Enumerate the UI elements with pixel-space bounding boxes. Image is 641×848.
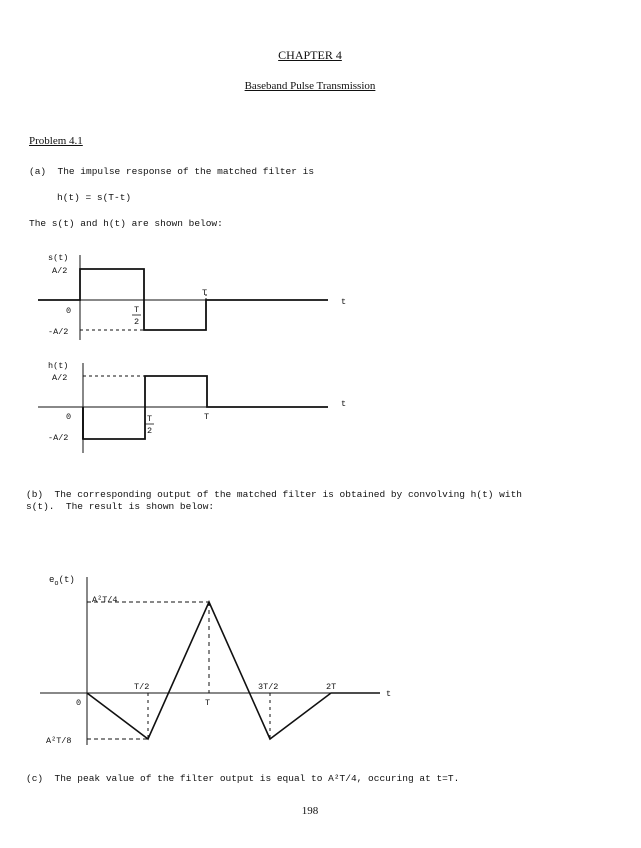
s-half-num: T bbox=[134, 305, 140, 315]
s-origin: 0 bbox=[66, 306, 72, 316]
shown-below-text: The s(t) and h(t) are shown below: bbox=[29, 218, 223, 229]
out-axis-label: t bbox=[386, 689, 392, 699]
equation: h(t) = s(T-t) bbox=[57, 192, 132, 203]
s-pos-level: A/2 bbox=[52, 266, 68, 276]
page-number: 198 bbox=[301, 805, 319, 817]
chapter-heading: CHAPTER 4 bbox=[278, 48, 342, 62]
s-half-den: 2 bbox=[134, 317, 140, 327]
out-peak-label: A²T/4 bbox=[92, 595, 118, 605]
signal-s-graph bbox=[0, 245, 400, 345]
h-ylabel: h(t) bbox=[48, 361, 69, 371]
s-axis-label: t bbox=[341, 297, 347, 307]
out-waveform bbox=[87, 602, 380, 739]
h-origin: 0 bbox=[66, 412, 72, 422]
out-origin: 0 bbox=[76, 698, 82, 708]
h-neg-level: -A/2 bbox=[48, 433, 69, 443]
out-min-label: A²T/8 bbox=[46, 736, 72, 746]
out-xlabel-2t: 2T bbox=[326, 682, 337, 692]
h-half-num: T bbox=[147, 414, 153, 424]
problem-label: Problem 4.1 bbox=[29, 135, 83, 147]
out-xlabel-t: T bbox=[205, 698, 211, 708]
out-ylabel: $e_o(t)$ bbox=[49, 575, 75, 588]
h-pos-level: A/2 bbox=[52, 373, 68, 383]
s-t-mark: T bbox=[202, 288, 208, 298]
h-axis-label: t bbox=[341, 399, 347, 409]
signal-h-graph bbox=[0, 355, 400, 455]
s-neg-level: -A/2 bbox=[48, 327, 69, 337]
part-b-line1: (b) The corresponding output of the matched filter is obtained by convolving h(t) with bbox=[26, 489, 522, 500]
part-a-text: (a) The impulse response of the matched filter is bbox=[29, 166, 315, 177]
out-xlabel-3half-t: 3T/2 bbox=[258, 682, 279, 692]
part-c-text: (c) The peak value of the filter output is equal to A²T/4, occuring at t=T. bbox=[26, 773, 460, 784]
h-half-den: 2 bbox=[147, 426, 153, 436]
output-graph bbox=[0, 565, 420, 755]
out-xlabel-half-t: T/2 bbox=[134, 682, 150, 692]
s-ylabel: s(t) bbox=[48, 253, 69, 263]
h-t-mark: T bbox=[204, 412, 210, 422]
chapter-title: Baseband Pulse Transmission bbox=[244, 80, 376, 92]
part-b-line2: s(t). The result is shown below: bbox=[26, 501, 215, 512]
